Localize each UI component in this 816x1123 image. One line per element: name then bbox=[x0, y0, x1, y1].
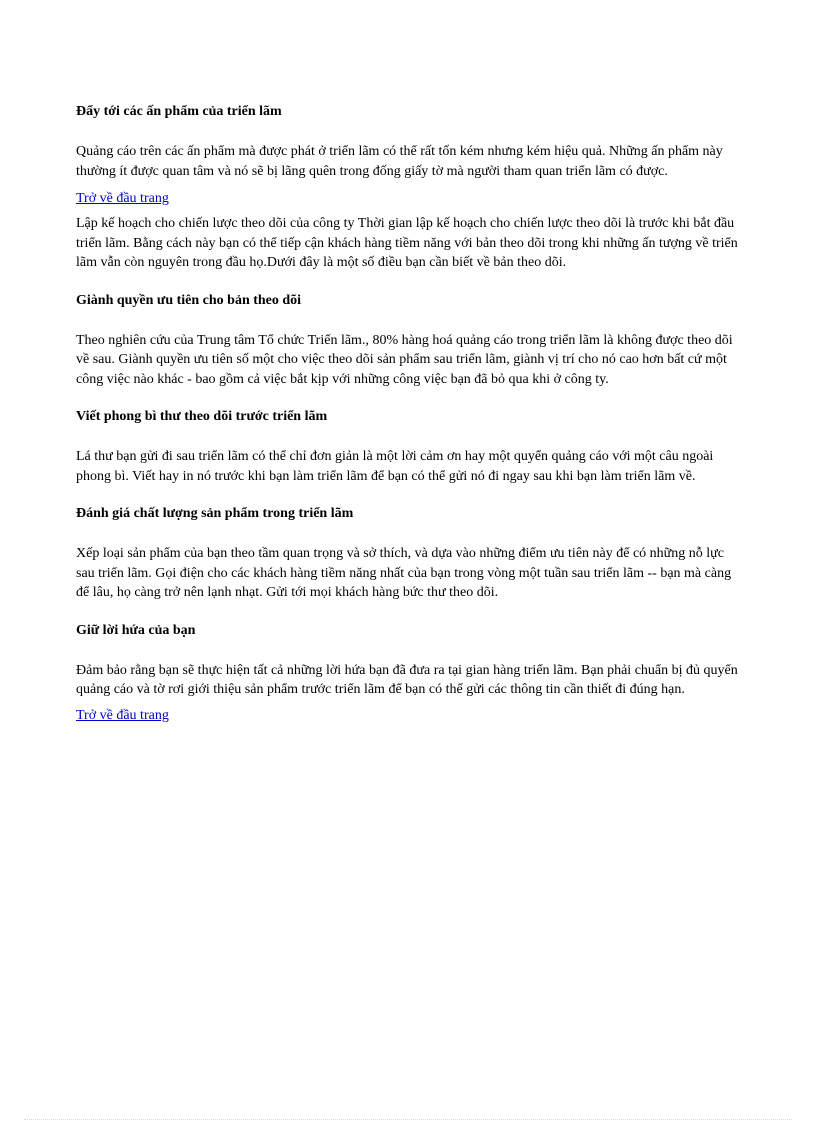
section-body-promises: Đảm bảo rằng bạn sẽ thực hiện tất cả những lời hứa bạn đã đưa ra tại gian hàng triển lãm. Bạn phải chuẩn bị đủ quyển quảng cáo và tờ rơi giới thiệu sản phẩm trước triển lãm để bạn có thể gửi các thông tin cần thiết đi đúng hạn. bbox=[76, 662, 738, 697]
back-to-top-link[interactable]: Trở về đầu trang bbox=[76, 191, 169, 206]
section-heading-brochures: Đẩy tới các ấn phẩm của triển lãm bbox=[76, 104, 282, 119]
section-heading-promises: Giữ lời hứa của bạn bbox=[76, 622, 196, 638]
section-body-planning: Lập kế hoạch cho chiến lược theo dõi của công ty Thời gian lập kế hoạch cho chiến lược theo dõi là trước khi bắt đầu triển lãm. Bằng cách này bạn có thể tiếp cận khách hàng tiềm năng với bản theo dõi trong khi những ấn tượng về triển lãm vẫn còn nguyên trong đầu họ.Dưới đây là một số điều bạn cần biết về bản theo dõi. bbox=[76, 216, 738, 270]
section-body-evaluation: Xếp loại sản phẩm của bạn theo tầm quan trọng và sở thích, và dựa vào những điểm ưu tiên này để có những nỗ lực sau triển lãm. Gọi điện cho các khách hàng tiềm năng nhất của bạn trong vòng một tuần sau triển lãm -- bạn mà càng để lâu, họ càng trở nên lạnh nhạt. Gửi tới mọi khách hàng bức thư theo dõi. bbox=[76, 546, 732, 600]
section-body-brochures: Quảng cáo trên các ấn phẩm mà được phát ở triển lãm có thể rất tốn kém nhưng kém hiệu quả. Những ấn phẩm này thường ít được quan tâm và nó sẽ bị lãng quên trong đống giấy tờ mà người tham quan triển lãm có được. bbox=[76, 144, 723, 179]
section-body-priority: Theo nghiên cứu của Trung tâm Tổ chức Triển lãm., 80% hàng hoá quảng cáo trong triển lãm là không được theo dõi về sau. Giành quyền ưu tiên số một cho việc theo dõi sản phẩm sau triển lãm, giành vị trí cho nó cao hơn bất cứ một công việc nào khác - bao gồm cả việc bắt kịp với những công việc bạn đã bỏ qua khi ở công ty. bbox=[76, 332, 733, 387]
back-to-top-link-bottom[interactable]: Trở về đầu trang bbox=[76, 707, 169, 723]
section-heading-evaluation: Đánh giá chất lượng sản phẩm trong triển lãm bbox=[76, 506, 354, 521]
section-body-envelope: Lá thư bạn gửi đi sau triển lãm có thể chỉ đơn giản là một lời cảm ơn hay một quyển quảng cáo với một câu ngoài phong bì. Viết hay in nó trước khi bạn làm triển lãm để bạn có thể gửi nó đi ngay sau khi bạn làm triển lãm về. bbox=[76, 449, 714, 484]
section-heading-priority: Giành quyền ưu tiên cho bản theo dõi bbox=[76, 292, 302, 308]
page-bottom-divider bbox=[24, 1119, 792, 1120]
section-heading-envelope: Viết phong bì thư theo dõi trước triển lãm bbox=[76, 409, 328, 424]
document-page bbox=[76, 100, 744, 726]
